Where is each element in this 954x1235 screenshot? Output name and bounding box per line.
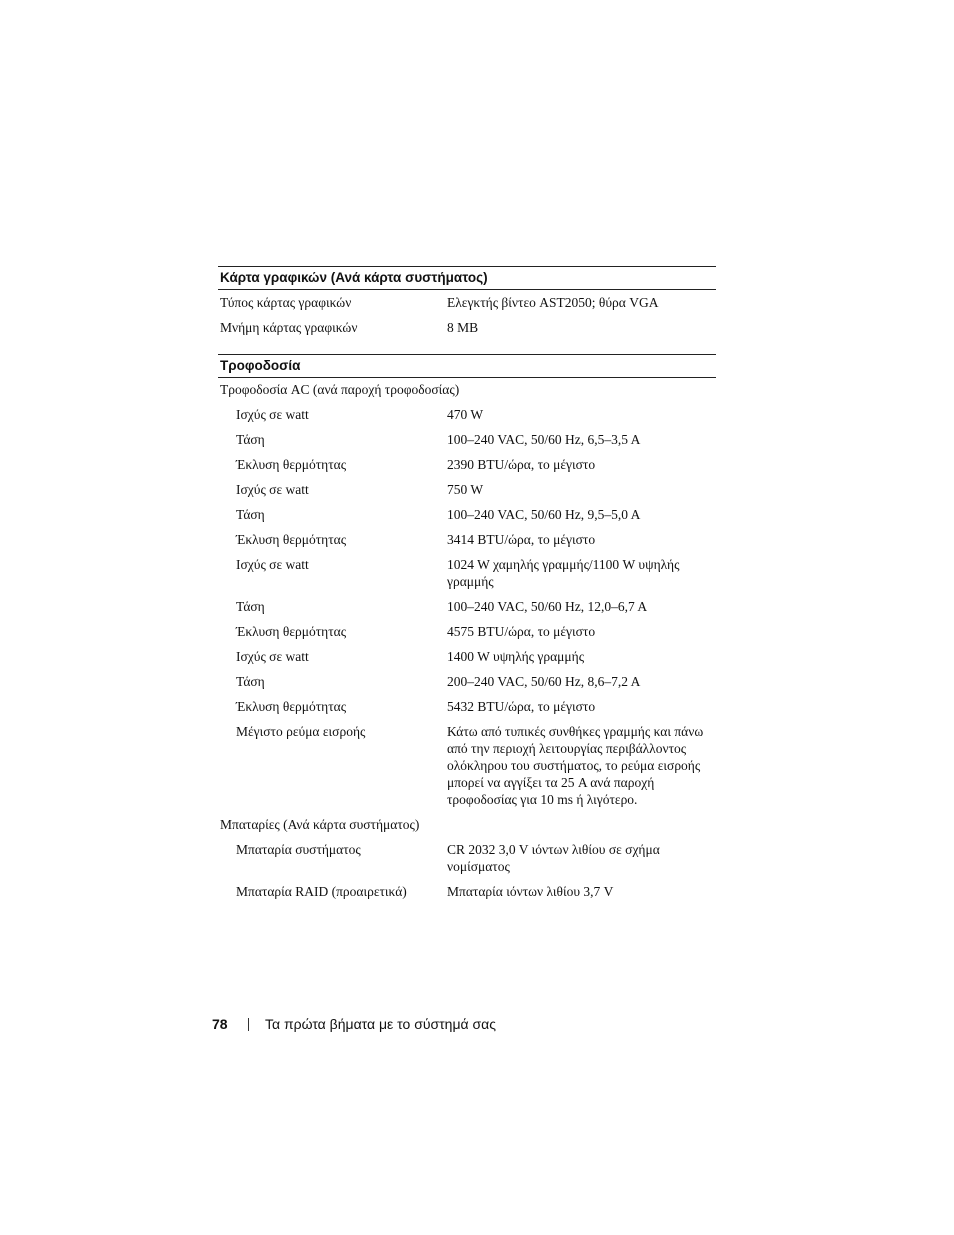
spec-label: Μνήμη κάρτας γραφικών — [220, 320, 358, 335]
spec-label: Μπαταρία συστήματος — [236, 842, 361, 857]
spec-value: 100–240 VAC, 50/60 Hz, 6,5–3,5 A — [447, 432, 641, 447]
spec-label: Ισχύς σε watt — [236, 649, 309, 664]
spec-value: 4575 BTU/ώρα, το μέγιστο — [447, 624, 596, 639]
spec-value: 5432 BTU/ώρα, το μέγιστο — [447, 699, 596, 714]
spec-value: 8 MB — [447, 320, 479, 335]
spec-value: 1400 W υψηλής γραμμής — [447, 649, 585, 664]
page-number: 78 — [212, 1016, 228, 1032]
spec-label: Έκλυση θερμότητας — [236, 457, 347, 472]
spec-value: Ελεγκτής βίντεο AST2050; θύρα VGA — [447, 295, 659, 310]
spec-value: 1024 W χαμηλής γραμμής/1100 W υψηλής γραμμής — [447, 557, 680, 589]
spec-value: 100–240 VAC, 50/60 Hz, 12,0–6,7 A — [447, 599, 648, 614]
spec-label: Τάση — [236, 599, 265, 614]
spec-label: Έκλυση θερμότητας — [236, 699, 347, 714]
spec-value: Κάτω από τυπικές συνθήκες γραμμής και πάνω από την περιοχή λειτουργίας περιβάλλοντος ολόκληρου του συστήματος, το ρεύμα εισροής μπορεί να αγγίξει τα 25 A ανά παροχή τροφοδοσίας για 10 ms ή λιγότερο. — [447, 724, 704, 807]
spec-value: 2390 BTU/ώρα, το μέγιστο — [447, 457, 596, 472]
group-label-battery: Μπαταρίες (Ανά κάρτα συστήματος) — [220, 817, 420, 832]
group-label-ac: Τροφοδοσία AC (ανά παροχή τροφοδοσίας) — [220, 382, 460, 397]
spec-value: 3414 BTU/ώρα, το μέγιστο — [447, 532, 596, 547]
spec-label: Ισχύς σε watt — [236, 557, 309, 572]
spec-label: Ισχύς σε watt — [236, 407, 309, 422]
spec-value: 200–240 VAC, 50/60 Hz, 8,6–7,2 A — [447, 674, 641, 689]
spec-label: Μπαταρία RAID (προαιρετικά) — [236, 884, 407, 899]
graphics-section — [218, 266, 716, 290]
spec-label: Μέγιστο ρεύμα εισροής — [236, 724, 366, 739]
spec-label: Τάση — [236, 674, 265, 689]
spec-label: Τάση — [236, 507, 265, 522]
footer-divider — [248, 1018, 249, 1031]
spec-label: Τύπος κάρτας γραφικών — [220, 295, 352, 310]
chapter-title: Τα πρώτα βήματα με το σύστημά σας — [265, 1016, 496, 1032]
section-heading-graphics: Κάρτα γραφικών (Ανά κάρτα συστήματος) — [218, 266, 716, 290]
spec-label: Τάση — [236, 432, 265, 447]
spec-value: 750 W — [447, 482, 484, 497]
spec-value: 100–240 VAC, 50/60 Hz, 9,5–5,0 A — [447, 507, 641, 522]
spec-value: 470 W — [447, 407, 484, 422]
spec-value: CR 2032 3,0 V ιόντων λιθίου σε σχήμα νομίσματος — [447, 842, 660, 874]
section-heading-power: Τροφοδοσία — [218, 354, 716, 378]
power-section — [218, 354, 716, 378]
spec-label: Ισχύς σε watt — [236, 482, 309, 497]
spec-value: Μπαταρία ιόντων λιθίου 3,7 V — [447, 884, 614, 899]
spec-label: Έκλυση θερμότητας — [236, 624, 347, 639]
spec-label: Έκλυση θερμότητας — [236, 532, 347, 547]
